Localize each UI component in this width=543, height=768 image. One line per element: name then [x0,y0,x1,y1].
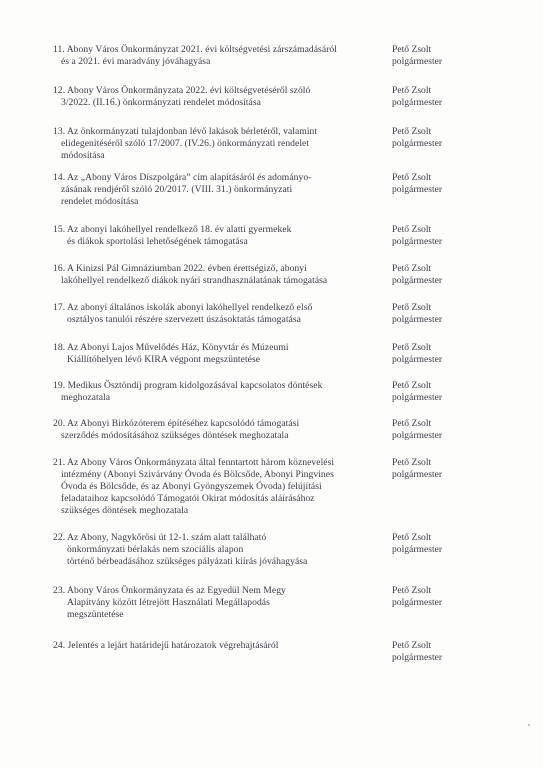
responsible-title: polgármester [392,544,443,555]
responsible-title: polgármester [392,56,443,67]
agenda-item-line: 20. Az Abonyi Birkózóterem építéséhez kapcsolódó támogatási [53,418,300,429]
responsible-title: polgármester [392,184,443,195]
agenda-item-line: 18. Az Abonyi Lajos Művelődés Ház, Könyvtár és Múzeumi [53,342,289,353]
responsible-person [392,263,512,287]
agenda-item-line: módosítása [61,150,105,161]
responsible-person [392,640,512,664]
responsible-title: polgármester [392,97,443,108]
scan-artifact [528,724,530,726]
agenda-item-line: 3/2022. (II.16.) önkormányzati rendelet módosítása [61,97,261,108]
responsible-person [392,172,512,196]
agenda-item-line: osztályos tanulói részére szervezett úszásoktatás támogatása [67,314,301,325]
agenda-item-line: és a 2021. évi maradvány jóváhagyása [61,56,211,67]
responsible-name: Pető Zsolt [392,380,432,391]
agenda-item-line: feladataihoz kapcsolódó Támogatói Okirat módosítás aláírásához [61,493,315,504]
agenda-item-title [53,342,378,366]
responsible-title: polgármester [392,597,443,608]
responsible-title: polgármester [392,314,443,325]
agenda-item-title [53,302,378,326]
responsible-title: polgármester [392,392,443,403]
agenda-item-line: meghozatala [61,392,111,403]
agenda-item-line: elidegenítéséről szóló 17/2007. (IV.26.) önkormányzati rendelet [61,138,310,149]
agenda-item-line: 22. Az Abony, Nagykőrösi út 12-1. szám alatt található [53,532,267,543]
agenda-item-line: rendelet módosítása [61,196,139,207]
responsible-person [392,302,512,326]
agenda-item-line: 23. Abony Város Önkormányzata és az Egyedül Nem Megy [53,585,286,596]
agenda-item-line: zásának rendjéről szóló 20/2017. (VIII. 31.) önkormányzati [61,184,293,195]
agenda-item-title [53,126,378,162]
responsible-title: polgármester [392,652,443,663]
responsible-person [392,532,512,556]
responsible-title: polgármester [392,236,443,247]
responsible-name: Pető Zsolt [392,85,432,96]
agenda-item-title [53,380,378,404]
responsible-name: Pető Zsolt [392,126,432,137]
agenda-item-line: önkormányzati bérlakás nem szociális alapon [67,544,244,555]
responsible-title: polgármester [392,354,443,365]
responsible-name: Pető Zsolt [392,172,432,183]
responsible-title: polgármester [392,275,443,286]
agenda-item-line: 15. Az abonyi lakóhellyel rendelkező 18. év alatti gyermekek [53,224,292,235]
agenda-item-title [53,85,378,109]
responsible-name: Pető Zsolt [392,532,432,543]
responsible-person [392,126,512,150]
agenda-item-line: Alapítvány között létrejött Használati Megállapodás [67,597,270,608]
responsible-name: Pető Zsolt [392,418,432,429]
responsible-name: Pető Zsolt [392,342,432,353]
agenda-item-title [53,640,378,652]
responsible-name: Pető Zsolt [392,640,432,651]
responsible-person [392,585,512,609]
agenda-item-line: Kiállítóhelyen lévő KIRA végpont megszüntetése [67,354,261,365]
agenda-item-title [53,585,378,621]
responsible-person [392,457,512,481]
agenda-item-line: 19. Medikus Ösztöndíj program kidolgozásával kapcsolatos döntések [53,380,323,391]
responsible-name: Pető Zsolt [392,224,432,235]
agenda-item-line: 12. Abony Város Önkormányzata 2022. évi költségvetéséről szóló [53,85,311,96]
responsible-name: Pető Zsolt [392,457,432,468]
responsible-person [392,418,512,442]
responsible-name: Pető Zsolt [392,585,432,596]
agenda-item-line: 14. Az „Abony Város Díszpolgára” cím alapításáról és adományo- [53,172,312,183]
responsible-name: Pető Zsolt [392,44,432,55]
responsible-person [392,342,512,366]
agenda-item-line: 11. Abony Város Önkormányzat 2021. évi költségvetési zárszámadásáról [53,44,337,55]
responsible-person [392,224,512,248]
agenda-item-title [53,457,378,517]
agenda-item-line: lakóhellyel rendelkező diákok nyári strandhasználatának támogatása [61,275,328,286]
responsible-name: Pető Zsolt [392,263,432,274]
agenda-item-title [53,263,378,287]
agenda-item-line: 21. Az Abony Város Önkormányzata által fenntartott három köznevelési [53,457,335,468]
agenda-item-line: szükséges döntések meghozatala [61,505,189,516]
agenda-item-line: 13. Az önkormányzati tulajdonban lévő lakások bérletéről, valamint [53,126,318,137]
agenda-item-line: intézmény (Abonyi Szivárvány Óvoda és Bölcsőde, Abonyi Pingvines [61,469,334,480]
agenda-item-line: történő bérbeadásához szükséges pályázati kiírás jóváhagyása [67,556,308,567]
responsible-person [392,380,512,404]
responsible-person [392,85,512,109]
agenda-item-title [53,418,378,442]
agenda-item-title [53,172,378,208]
agenda-item-line: 16. A Kinizsi Pál Gimnáziumban 2022. évben érettségiző, abonyi [53,263,307,274]
agenda-item-title [53,532,378,568]
agenda-item-title [53,224,378,248]
agenda-item-line: megszüntetése [67,609,124,620]
responsible-title: polgármester [392,138,443,149]
agenda-item-title [53,44,378,68]
agenda-item-line: Óvoda és Bölcsőde, és az Abonyi Gyöngyszemek Óvoda) felújítási [61,481,322,492]
responsible-title: polgármester [392,430,443,441]
responsible-person [392,44,512,68]
responsible-title: polgármester [392,469,443,480]
agenda-item-line: és diákok sportolási lehetőségének támogatása [67,236,248,247]
responsible-name: Pető Zsolt [392,302,432,313]
agenda-item-line: 24. Jelentés a lejárt határidejű határozatok végrehajtásáról [53,640,279,651]
agenda-item-line: szerződés módosításához szükséges döntések meghozatala [61,430,289,441]
agenda-item-line: 17. Az abonyi általános iskolák abonyi lakóhellyel rendelkező első [53,302,313,313]
